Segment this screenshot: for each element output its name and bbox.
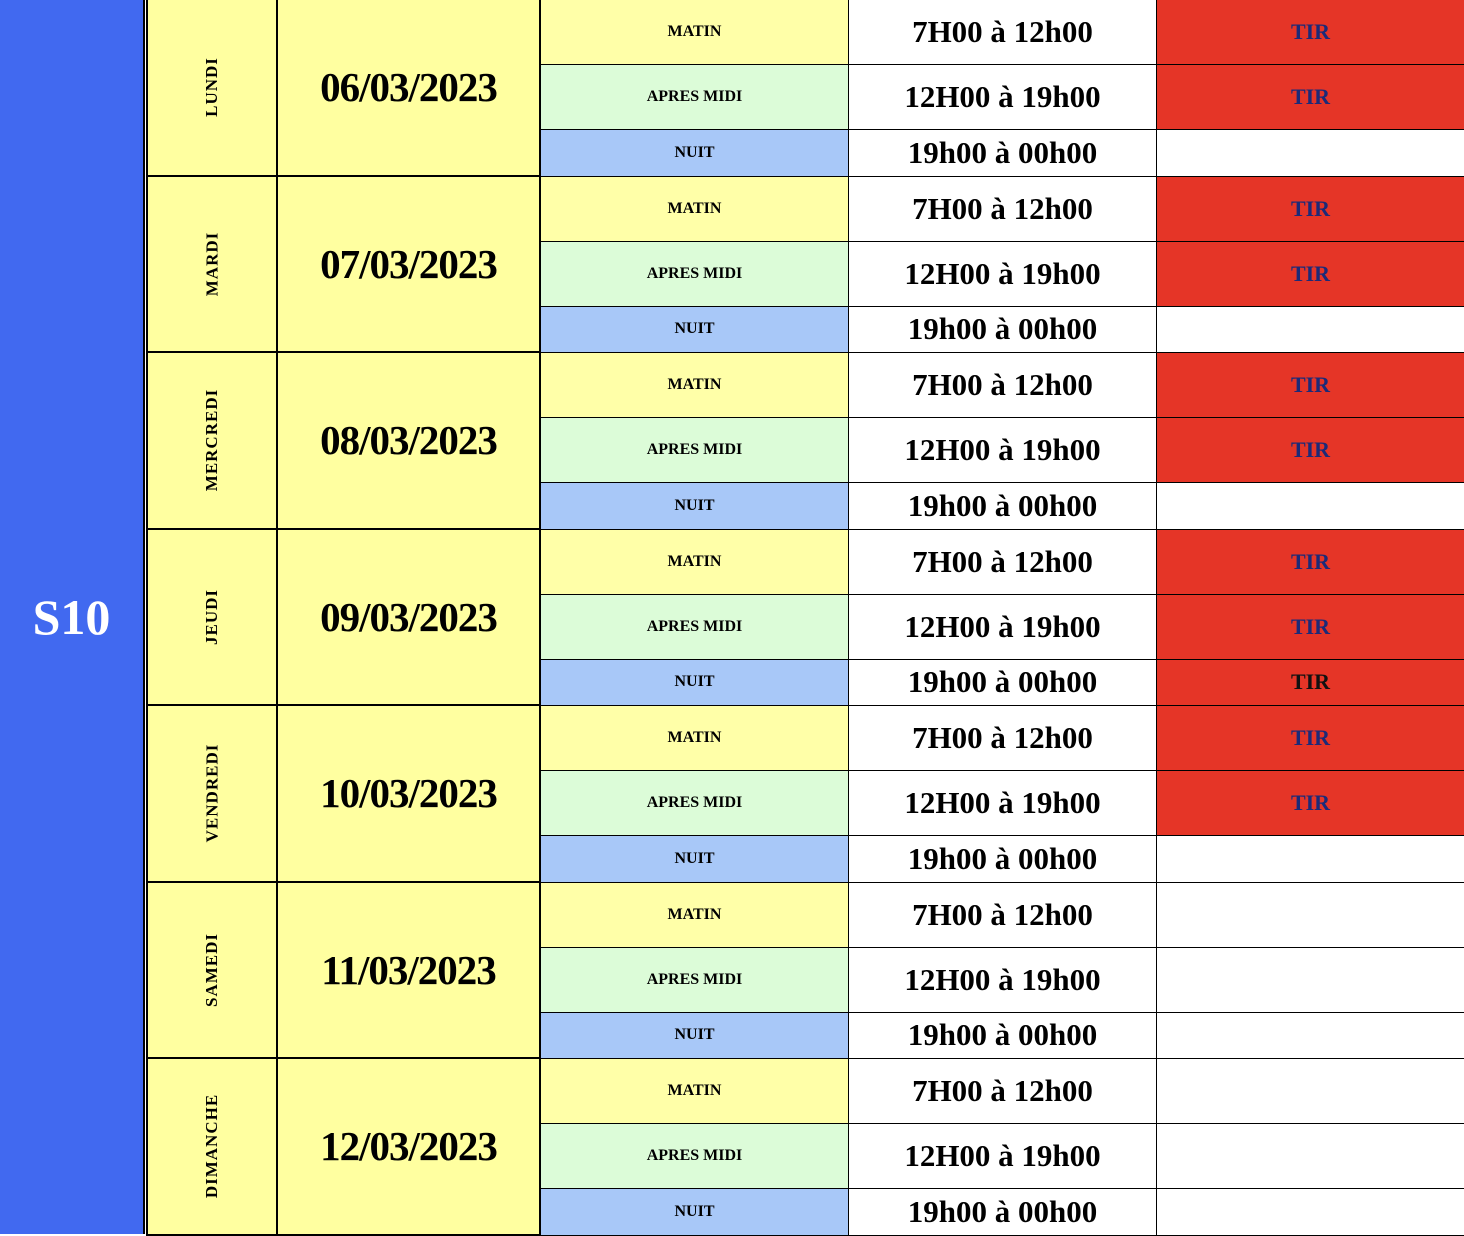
activity-cell: TIR <box>1157 177 1464 242</box>
period-nuit: NUIT <box>541 1189 849 1236</box>
activity-cell: TIR <box>1157 242 1464 307</box>
day-cell-dimanche <box>146 1059 278 1236</box>
activity-cell <box>1157 483 1464 530</box>
day-cell-lundi <box>146 0 278 177</box>
time-range: 19h00 à 00h00 <box>849 836 1157 883</box>
activity-cell: TIR <box>1157 418 1464 483</box>
time-range: 12H00 à 19h00 <box>849 65 1157 130</box>
time-range: 7H00 à 12h00 <box>849 883 1157 948</box>
time-range: 7H00 à 12h00 <box>849 177 1157 242</box>
activity-cell <box>1157 130 1464 177</box>
date-cell: 12/03/2023 <box>278 1059 541 1236</box>
time-range: 19h00 à 00h00 <box>849 483 1157 530</box>
time-range: 7H00 à 12h00 <box>849 1059 1157 1124</box>
period-apres-midi: APRES MIDI <box>541 1124 849 1189</box>
time-range: 12H00 à 19h00 <box>849 595 1157 660</box>
day-cell-mercredi <box>146 353 278 530</box>
time-range: 19h00 à 00h00 <box>849 1189 1157 1236</box>
activity-cell: TIR <box>1157 660 1464 707</box>
activity-cell <box>1157 1189 1464 1236</box>
time-range: 7H00 à 12h00 <box>849 530 1157 595</box>
week-label: S10 <box>0 0 145 1234</box>
time-range: 19h00 à 00h00 <box>849 660 1157 707</box>
activity-cell: TIR <box>1157 530 1464 595</box>
period-nuit: NUIT <box>541 483 849 530</box>
activity-cell <box>1157 307 1464 354</box>
day-label: MERCREDI <box>201 389 221 492</box>
activity-cell: TIR <box>1157 65 1464 130</box>
period-matin: MATIN <box>541 1059 849 1124</box>
day-label: JEUDI <box>201 588 221 645</box>
period-nuit: NUIT <box>541 836 849 883</box>
day-cell-mardi <box>146 177 278 354</box>
period-apres-midi: APRES MIDI <box>541 65 849 130</box>
period-matin: MATIN <box>541 883 849 948</box>
period-nuit: NUIT <box>541 307 849 354</box>
period-apres-midi: APRES MIDI <box>541 771 849 836</box>
activity-cell <box>1157 1013 1464 1060</box>
period-apres-midi: APRES MIDI <box>541 595 849 660</box>
period-matin: MATIN <box>541 353 849 418</box>
period-apres-midi: APRES MIDI <box>541 418 849 483</box>
day-cell-samedi <box>146 883 278 1060</box>
period-matin: MATIN <box>541 0 849 65</box>
period-nuit: NUIT <box>541 1013 849 1060</box>
date-cell: 10/03/2023 <box>278 706 541 883</box>
period-nuit: NUIT <box>541 660 849 707</box>
activity-cell <box>1157 1059 1464 1124</box>
time-range: 12H00 à 19h00 <box>849 418 1157 483</box>
time-range: 12H00 à 19h00 <box>849 1124 1157 1189</box>
day-label: DIMANCHE <box>202 1094 221 1199</box>
period-matin: MATIN <box>541 177 849 242</box>
day-label: SAMEDI <box>201 932 221 1007</box>
date-cell: 09/03/2023 <box>278 530 541 707</box>
activity-cell: TIR <box>1157 706 1464 771</box>
activity-cell: TIR <box>1157 353 1464 418</box>
time-range: 19h00 à 00h00 <box>849 130 1157 177</box>
time-range: 7H00 à 12h00 <box>849 0 1157 65</box>
period-nuit: NUIT <box>541 130 849 177</box>
activity-cell <box>1157 948 1464 1013</box>
time-range: 19h00 à 00h00 <box>849 1013 1157 1060</box>
time-range: 19h00 à 00h00 <box>849 307 1157 354</box>
date-cell: 06/03/2023 <box>278 0 541 177</box>
activity-cell: TIR <box>1157 595 1464 660</box>
time-range: 12H00 à 19h00 <box>849 242 1157 307</box>
date-cell: 07/03/2023 <box>278 177 541 354</box>
time-range: 7H00 à 12h00 <box>849 353 1157 418</box>
day-cell-vendredi <box>146 706 278 883</box>
period-matin: MATIN <box>541 706 849 771</box>
day-cell-jeudi <box>146 530 278 707</box>
period-apres-midi: APRES MIDI <box>541 242 849 307</box>
time-range: 12H00 à 19h00 <box>849 771 1157 836</box>
activity-cell <box>1157 883 1464 948</box>
time-range: 7H00 à 12h00 <box>849 706 1157 771</box>
period-apres-midi: APRES MIDI <box>541 948 849 1013</box>
activity-cell <box>1157 1124 1464 1189</box>
day-label: LUNDI <box>201 57 221 118</box>
activity-cell: TIR <box>1157 0 1464 65</box>
activity-cell: TIR <box>1157 771 1464 836</box>
period-matin: MATIN <box>541 530 849 595</box>
day-label: VENDREDI <box>202 743 221 843</box>
date-cell: 08/03/2023 <box>278 353 541 530</box>
day-label: MARDI <box>202 231 221 296</box>
time-range: 12H00 à 19h00 <box>849 948 1157 1013</box>
date-cell: 11/03/2023 <box>278 883 541 1060</box>
activity-cell <box>1157 836 1464 883</box>
